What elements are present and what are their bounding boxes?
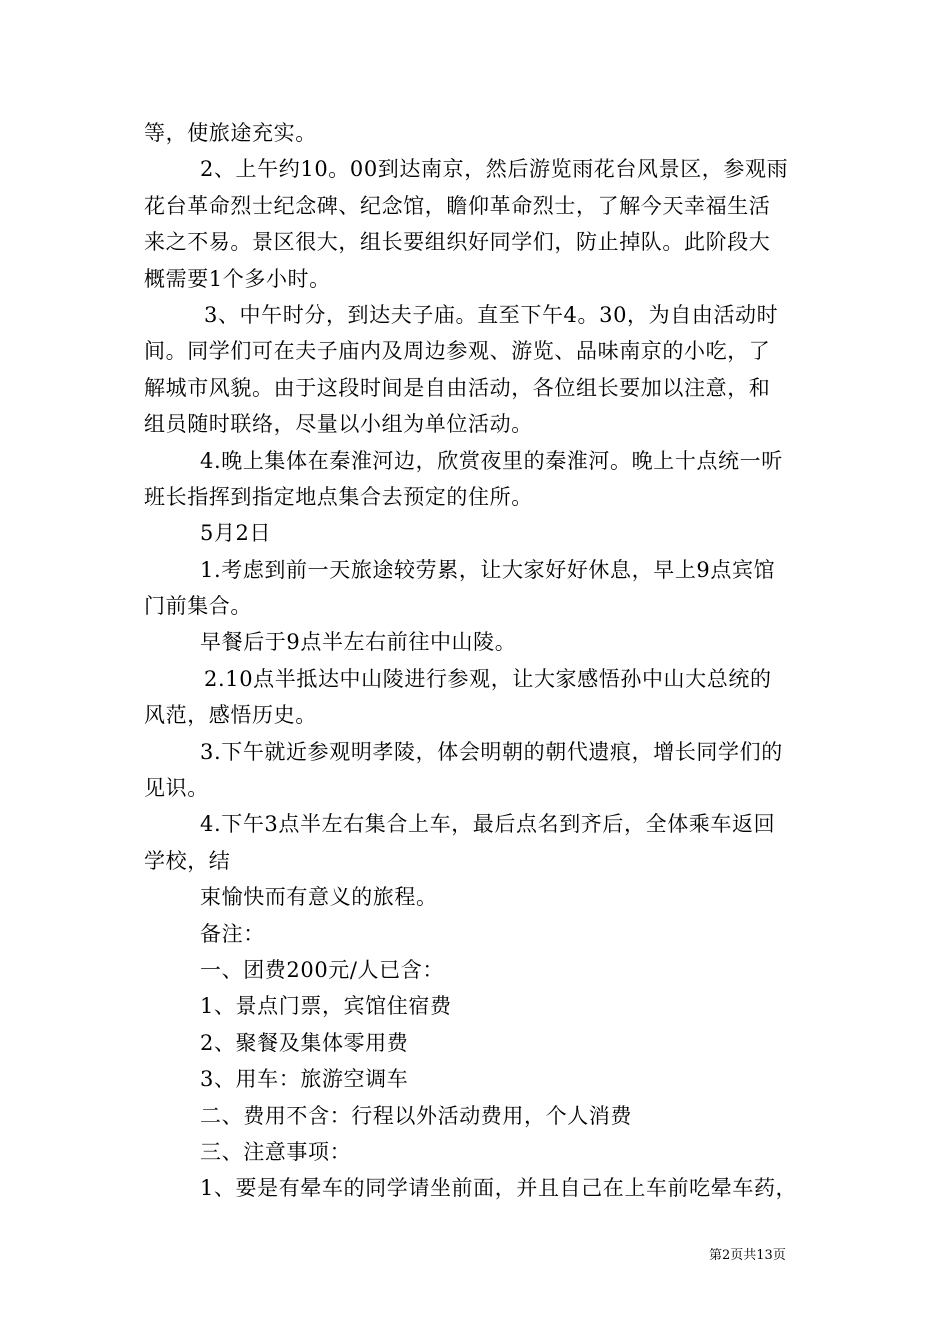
text-line: 4.晚上集体在秦淮河边，欣赏夜里的秦淮河。晚上十点统一听 xyxy=(200,448,783,473)
text-line: 组员随时联络，尽量以小组为单位活动。 xyxy=(144,412,533,437)
notes-heading: 备注： xyxy=(200,921,265,946)
text-line: 解城市风貌。由于这段时间是自由活动，各位组长要加以注意，和 xyxy=(144,375,771,400)
text-line: 2、聚餐及集体零用费 xyxy=(200,1030,409,1055)
text-line: 2.10点半抵达中山陵进行参观，让大家感悟孙中山大总统的 xyxy=(204,666,772,691)
text-line: 等，使旅途充实。 xyxy=(144,121,317,145)
text-line: 三、注意事项： xyxy=(200,1139,352,1164)
text-line: 4.下午3点半左右集合上车，最后点名到齐后，全体乘车返回 xyxy=(200,812,776,837)
text-line: 见识。 xyxy=(144,776,209,801)
text-line: 门前集合。 xyxy=(144,594,252,619)
text-line: 花台革命烈士纪念碑、纪念馆，瞻仰革命烈士，了解今天幸福生活 xyxy=(144,193,771,218)
text-line: 3、用车：旅游空调车 xyxy=(200,1067,409,1092)
text-line: 3.下午就近参观明孝陵，体会明朝的朝代遗痕，增长同学们的 xyxy=(200,739,783,764)
document-body xyxy=(144,115,814,1207)
text-line: 间。同学们可在夫子庙内及周边参观、游览、品味南京的小吃，了 xyxy=(144,339,771,364)
text-line: 1.考虑到前一天旅途较劳累，让大家好好休息，早上9点宾馆 xyxy=(200,557,776,582)
text-line: 1、要是有晕车的同学请坐前面，并且自己在上车前吃晕车药， xyxy=(200,1176,798,1201)
text-line: 班长指挥到指定地点集合去预定的住所。 xyxy=(144,484,533,509)
text-line: 学校，结 xyxy=(144,848,231,873)
text-line: 1、景点门票，宾馆住宿费 xyxy=(200,994,452,1019)
text-line: 2、上午约10。00到达南京，然后游览雨花台风景区，参观雨 xyxy=(200,157,789,182)
text-line: 一、团费200元/人已含： xyxy=(200,957,444,982)
text-line: 3、中午时分，到达夫子庙。直至下午4。30，为自由活动时 xyxy=(204,302,779,327)
text-line: 来之不易。景区很大，组长要组织好同学们，防止掉队。此阶段大 xyxy=(144,230,771,255)
text-line: 风范，感悟历史。 xyxy=(144,703,317,728)
text-line: 二、费用不含：行程以外活动费用，个人消费 xyxy=(200,1103,632,1128)
page-number: 第2页共13页 xyxy=(709,1248,786,1263)
text-line: 概需要1个多小时。 xyxy=(144,266,331,291)
text-line: 束愉快而有意义的旅程。 xyxy=(200,885,438,910)
text-line: 早餐后于9点半左右前往中山陵。 xyxy=(200,630,517,655)
date-heading: 5月2日 xyxy=(200,521,272,546)
